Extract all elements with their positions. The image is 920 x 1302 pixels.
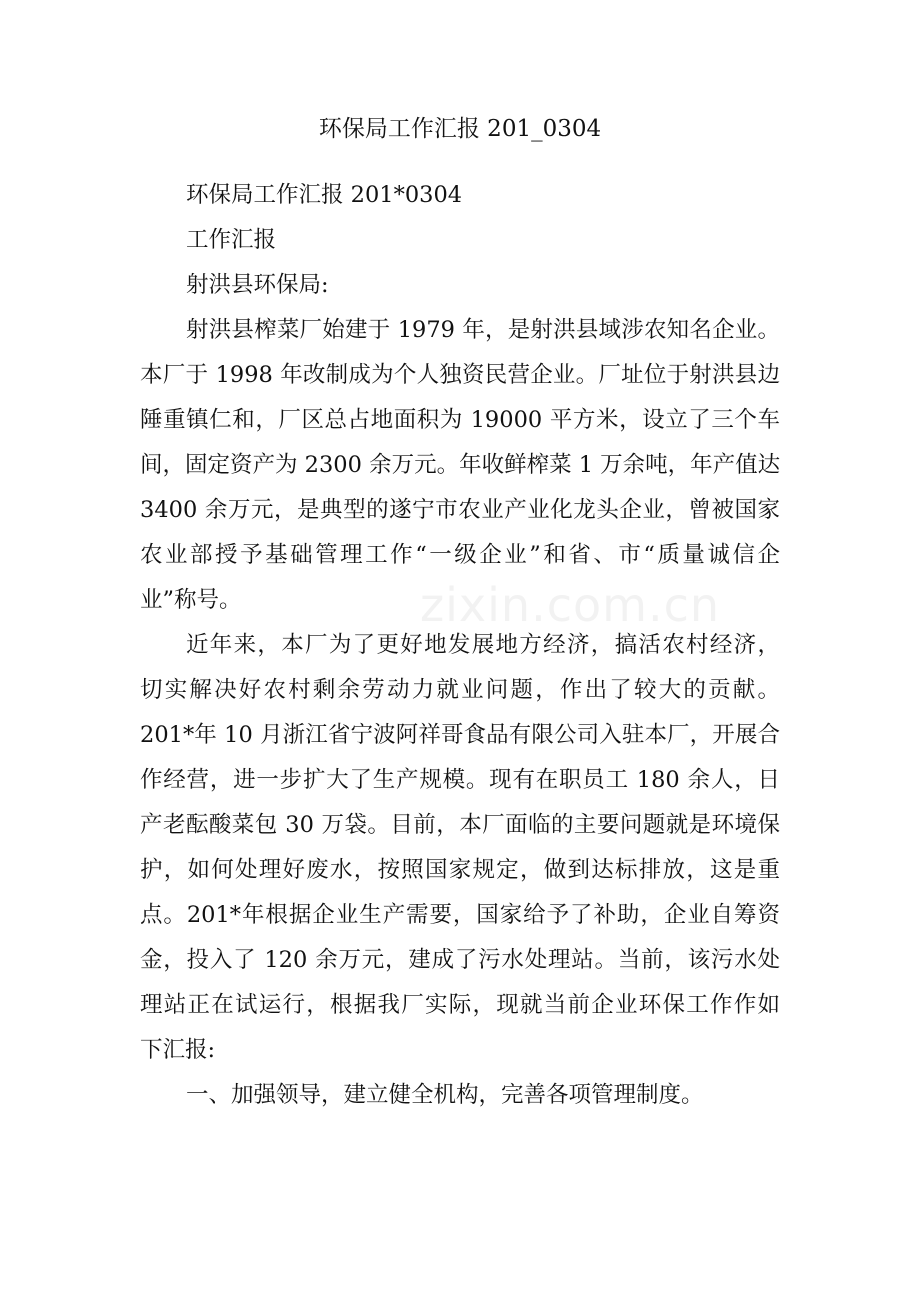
paragraph-line: 近年来，本厂为了更好地发展地方经济，搞活农村经济， bbox=[186, 632, 780, 658]
paragraph-line: 护，如何处理好废水，按照国家规定，做到达标排放，这是重 bbox=[140, 857, 780, 883]
section-heading: 一、加强领导，建立健全机构，完善各项管理制度。 bbox=[186, 1082, 704, 1108]
paragraph-line: 切实解决好农村剩余劳动力就业问题，作出了较大的贡献。 bbox=[140, 677, 780, 703]
addressee-line: 射洪县环保局: bbox=[186, 272, 329, 298]
paragraph-line: 射洪县榨菜厂始建于 1979 年，是射洪县域涉农知名企业。 bbox=[186, 317, 780, 343]
subtitle-line: 环保局工作汇报 201*0304 bbox=[186, 182, 463, 208]
paragraph-line: 点。201*年根据企业生产需要，国家给予了补助，企业自筹资 bbox=[140, 902, 780, 928]
paragraph-line: 作经营，进一步扩大了生产规模。现有在职员工 180 余人，日 bbox=[140, 767, 780, 793]
paragraph-line: 金，投入了 120 余万元，建成了污水处理站。当前，该污水处 bbox=[140, 947, 780, 973]
heading-line: 工作汇报 bbox=[186, 227, 277, 253]
paragraph-line: 理站正在试运行，根据我厂实际，现就当前企业环保工作作如 bbox=[140, 992, 780, 1018]
document-title: 环保局工作汇报 201_0304 bbox=[318, 116, 602, 142]
paragraph-line: 农业部授予基础管理工作“一级企业”和省、市“质量诚信企 bbox=[140, 542, 780, 568]
paragraph-line: 业”称号。 bbox=[140, 587, 242, 613]
paragraph-line: 下汇报: bbox=[140, 1037, 216, 1063]
paragraph-line: 3400 余万元，是典型的遂宁市农业产业化龙头企业，曾被国家 bbox=[140, 497, 780, 523]
paragraph-line: 本厂于 1998 年改制成为个人独资民营企业。厂址位于射洪县边 bbox=[140, 362, 780, 388]
paragraph-line: 间，固定资产为 2300 余万元。年收鲜榨菜 1 万余吨，年产值达 bbox=[140, 452, 781, 478]
paragraph-line: 产老酝酸菜包 30 万袋。目前，本厂面临的主要问题就是环境保 bbox=[140, 812, 780, 838]
paragraph-line: 201*年 10 月浙江省宁波阿祥哥食品有限公司入驻本厂，开展合 bbox=[140, 722, 780, 748]
paragraph-line: 陲重镇仁和，厂区总占地面积为 19000 平方米，设立了三个车 bbox=[140, 407, 780, 433]
watermark: zixin.com.cn bbox=[420, 578, 721, 632]
